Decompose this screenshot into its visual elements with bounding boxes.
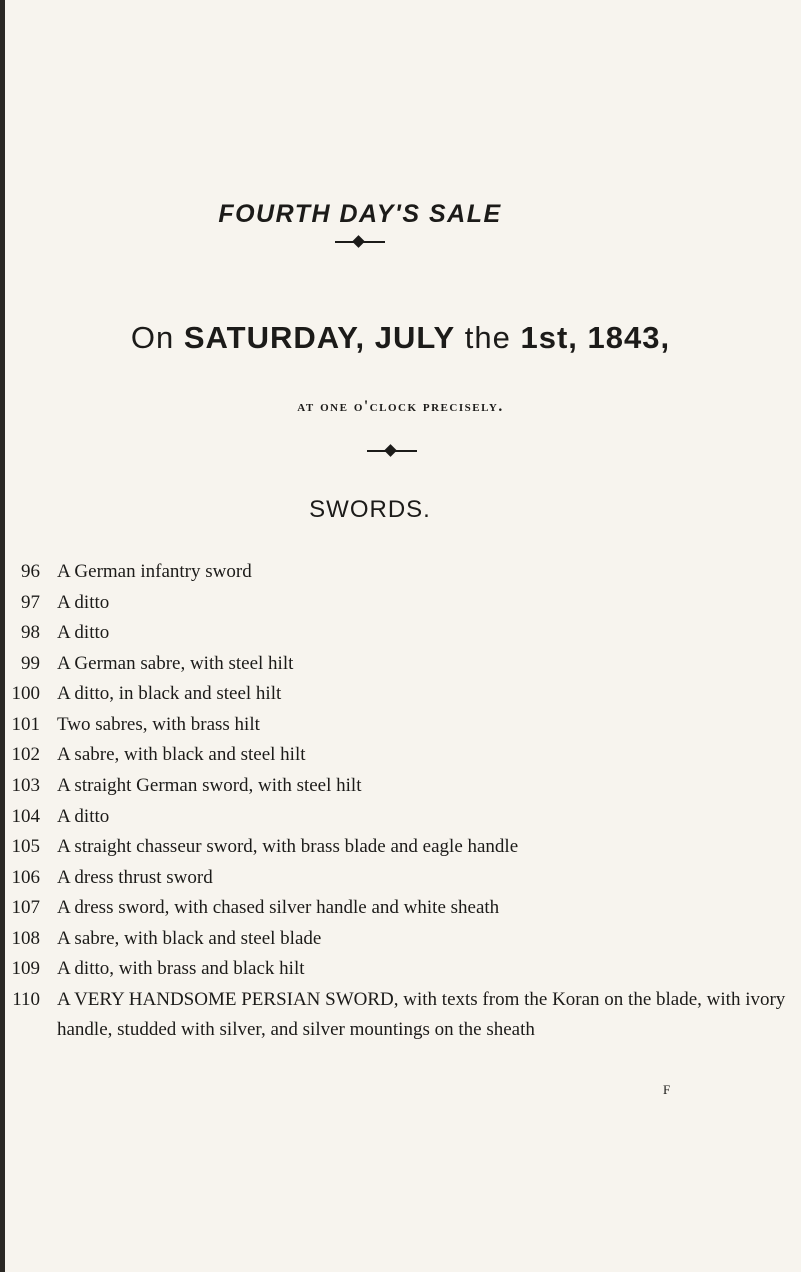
lot-item [0, 802, 795, 832]
lot-description: Two sabres, with brass hilt [57, 714, 260, 735]
lot-number: 103 [11, 775, 40, 796]
lot-description: A German sabre, with steel hilt [57, 653, 294, 674]
lot-description: A VERY HANDSOME PERSIAN SWORD, with texts from the Koran on the blade, with ivory handle, studded with silver, and silver mountings on the sheath [57, 989, 786, 1040]
lot-description: A dress sword, with chased silver handle and white sheath [57, 897, 500, 918]
lot-description: A straight chasseur sword, with brass blade and eagle handle [57, 836, 519, 857]
lot-description: A straight German sword, with steel hilt [57, 775, 362, 796]
date-mid: the [464, 320, 511, 355]
lot-description: A ditto [57, 806, 110, 827]
lot-description: A ditto [57, 592, 110, 613]
lot-item [0, 649, 795, 679]
lot-number: 104 [11, 806, 40, 827]
lot-number: 98 [21, 622, 40, 643]
lot-item [0, 588, 795, 618]
date-rest: 1st, 1843, [520, 320, 671, 355]
lot-number: 101 [11, 714, 40, 735]
lot-item [0, 893, 795, 923]
ornament-divider-bottom [367, 445, 417, 457]
lot-number: 109 [11, 958, 40, 979]
ornament-divider-top [335, 236, 385, 248]
lot-number: 100 [11, 683, 40, 704]
lot-item [0, 832, 795, 862]
lot-description: A sabre, with black and steel hilt [57, 744, 306, 765]
lot-item [0, 740, 795, 770]
page-title: FOURTH DAY'S SALE [218, 200, 502, 228]
lot-number: 108 [11, 928, 40, 949]
lot-item [0, 771, 795, 801]
lot-item [0, 710, 795, 740]
lot-number: 110 [12, 989, 40, 1010]
lot-description: A sabre, with black and steel blade [57, 928, 322, 949]
lot-item [0, 679, 795, 709]
lot-number: 96 [21, 561, 40, 582]
lot-number: 99 [21, 653, 40, 674]
date-prefix: On [130, 320, 175, 355]
section-heading: SWORDS. [309, 496, 431, 523]
lot-item [0, 954, 795, 984]
lot-item [0, 557, 795, 587]
lot-description: A ditto, with brass and black hilt [57, 958, 305, 979]
lot-description: A dress thrust sword [57, 867, 213, 888]
lot-description: A German infantry sword [57, 561, 252, 582]
lot-number: 107 [11, 897, 40, 918]
lot-number: 105 [11, 836, 40, 857]
signature-mark: F [663, 1082, 671, 1097]
lot-description: A ditto, in black and steel hilt [57, 683, 282, 704]
lot-item [0, 618, 795, 648]
lot-description: A ditto [57, 622, 110, 643]
lot-number: 102 [11, 744, 40, 765]
lot-number: 106 [11, 867, 40, 888]
lot-item [0, 924, 795, 954]
sale-time-line: at one o'clock precisely. [297, 398, 504, 415]
lot-item [0, 863, 795, 893]
sale-date-line [0, 320, 801, 356]
lot-item [0, 985, 795, 1045]
date-day-month: SATURDAY, JULY [183, 320, 456, 355]
lot-number: 97 [21, 592, 40, 613]
